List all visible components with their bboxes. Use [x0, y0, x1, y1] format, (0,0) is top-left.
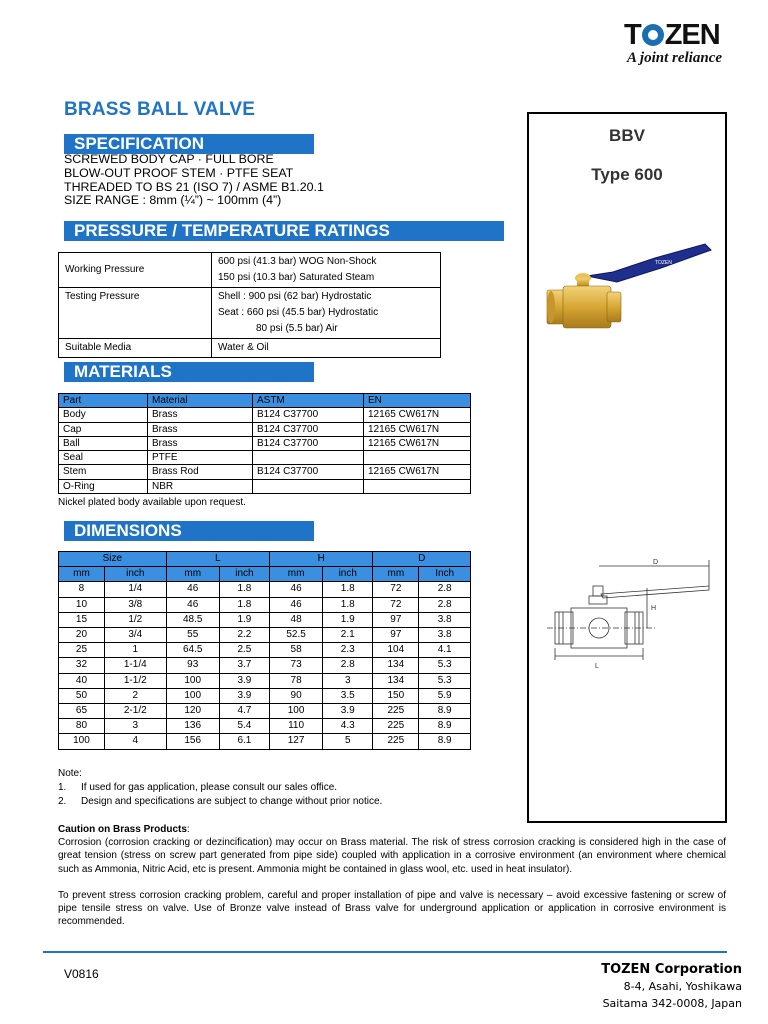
table-cell: 46	[270, 597, 323, 612]
caution-paragraph: To prevent stress corrosion cracking problem, careful and proper installation of pipe and valve is necessary – avoid excessive fastening or screw of pipe tensile stress on valve. Use of Bronze valve instead of Brass valve for underground application or application in corrosive environment is recommended.	[58, 889, 726, 928]
valve-photo	[535, 242, 723, 342]
spec-line: SCREWED BODY CAP · FULL BORE	[64, 152, 274, 166]
table-cell: 3.7	[219, 658, 269, 673]
table-cell: 5.4	[219, 719, 269, 734]
table-cell: 12165 CW617N	[364, 465, 471, 479]
table-cell: 134	[373, 658, 419, 673]
table-row	[59, 253, 441, 288]
table-cell: Brass Rod	[148, 465, 253, 479]
table-cell: Stem	[59, 465, 148, 479]
spec-line: SIZE RANGE : 8mm (¼”) ~ 100mm (4”)	[64, 193, 282, 208]
ratings-header: PRESSURE / TEMPERATURE RATINGS	[64, 221, 504, 241]
table-cell: 100	[270, 704, 323, 719]
table-row	[59, 288, 441, 339]
table-units-row	[59, 567, 471, 582]
media-label: Suitable Media	[59, 339, 212, 358]
table-cell: 12165 CW617N	[364, 436, 471, 450]
table-cell: 4.1	[419, 643, 471, 658]
table-cell: 2.1	[323, 628, 373, 643]
table-cell	[253, 451, 364, 465]
table-cell: 64.5	[166, 643, 219, 658]
table-cell: 25	[59, 643, 105, 658]
testing-pressure-label: Testing Pressure	[59, 288, 212, 339]
table-cell: 156	[166, 734, 219, 749]
unit-header: inch	[323, 567, 373, 582]
table-cell: B124 C37700	[253, 465, 364, 479]
table-cell: 1.9	[323, 612, 373, 627]
table-row	[59, 451, 471, 465]
table-cell: 93	[166, 658, 219, 673]
table-cell: Ball	[59, 436, 148, 450]
spec-line: THREADED TO BS 21 (ISO 7) / ASME B1.20.1	[64, 179, 324, 194]
table-cell: 100	[59, 734, 105, 749]
table-cell: 80	[59, 719, 105, 734]
table-cell: NBR	[148, 479, 253, 493]
table-cell: 2	[104, 688, 166, 703]
table-cell: B124 C37700	[253, 436, 364, 450]
table-cell: 58	[270, 643, 323, 658]
table-cell: Cap	[59, 422, 148, 436]
table-row	[59, 597, 471, 612]
table-cell: 2.3	[323, 643, 373, 658]
table-cell: 78	[270, 673, 323, 688]
table-cell: 5.3	[419, 658, 471, 673]
table-cell: 8.9	[419, 704, 471, 719]
table-cell: 1.8	[323, 597, 373, 612]
table-cell: 1.8	[219, 597, 269, 612]
table-cell: 2.8	[419, 597, 471, 612]
table-cell: 1-1/4	[104, 658, 166, 673]
caution-paragraph: Corrosion (corrosion cracking or dezincification) may occur on Brass material. The risk of stress corrosion cracking is considered high in the case of great tension (stress on screw part generated from pipe side) coupled with application in a corrosive environment (an environment where chemical such as Ammonia, Nitric Acid, etc is present. Ammonia might be contained in glass wool, etc. used in heat insulator).	[58, 837, 726, 875]
table-cell: 5	[323, 734, 373, 749]
product-code: BBV	[609, 126, 645, 145]
column-group-header: L	[166, 552, 269, 567]
column-header: ASTM	[253, 394, 364, 408]
table-cell: 134	[373, 673, 419, 688]
table-row	[59, 339, 441, 358]
table-cell: 1.8	[219, 582, 269, 597]
table-cell: 225	[373, 719, 419, 734]
notes	[58, 767, 382, 809]
table-cell: 46	[166, 582, 219, 597]
table-row	[59, 436, 471, 450]
table-cell: 12165 CW617N	[364, 422, 471, 436]
table-header-row	[59, 394, 471, 408]
table-cell: 65	[59, 704, 105, 719]
table-cell: 73	[270, 658, 323, 673]
unit-header: mm	[59, 567, 105, 582]
table-row	[59, 408, 471, 422]
table-row	[59, 628, 471, 643]
column-header: EN	[364, 394, 471, 408]
working-pressure-label: Working Pressure	[59, 253, 212, 288]
caution-section: Caution on Brass Products: Corrosion (corrosion cracking or dezincification) may occur on Brass material. The risk of stress corrosion cracking is considered high in the case of great tension (stress on screw part generated from pipe side) coupled with application in a corrosive environment (an environment where chemical such as Ammonia, Nitric Acid, etc is present. Ammonia might be contained in glass wool, etc. used in heat insulator). To prevent stress corrosion cracking problem, careful and proper installation of pipe and valve is necessary – avoid excessive fastening or screw of pipe tensile stress on valve. Use of Bronze valve instead of Brass valve for underground application or application in corrosive environment is recommended.	[58, 824, 726, 928]
note-text: If used for gas application, please consult our sales office.	[81, 782, 338, 793]
note-number: 2.	[58, 796, 67, 807]
table-cell: 20	[59, 628, 105, 643]
table-row	[59, 719, 471, 734]
table-row	[59, 643, 471, 658]
testing-pressure-value	[212, 288, 441, 339]
dimensions-header: DIMENSIONS	[64, 521, 314, 541]
column-group-header: D	[373, 552, 471, 567]
table-cell: 225	[373, 734, 419, 749]
table-cell: 97	[373, 628, 419, 643]
ratings-table	[58, 252, 441, 358]
handle-label: TOZEN	[655, 260, 672, 266]
table-cell: 3	[104, 719, 166, 734]
table-cell: 1/4	[104, 582, 166, 597]
table-cell: 127	[270, 734, 323, 749]
table-cell: 1-1/2	[104, 673, 166, 688]
table-row	[59, 658, 471, 673]
table-cell: 52.5	[270, 628, 323, 643]
unit-header: inch	[104, 567, 166, 582]
table-row	[59, 422, 471, 436]
dimensions-table	[58, 551, 471, 750]
table-cell: 3/4	[104, 628, 166, 643]
table-cell: PTFE	[148, 451, 253, 465]
unit-header: mm	[166, 567, 219, 582]
table-row	[59, 612, 471, 627]
table-cell: 4.3	[323, 719, 373, 734]
company-name: TOZEN Corporation	[601, 962, 742, 977]
document-title: BRASS BALL VALVE	[64, 99, 256, 120]
table-cell: 40	[59, 673, 105, 688]
table-header-row	[59, 552, 471, 567]
unit-header: Inch	[419, 567, 471, 582]
table-row	[59, 688, 471, 703]
footer-divider	[43, 951, 727, 953]
table-cell: 3.8	[419, 628, 471, 643]
materials-header: MATERIALS	[64, 362, 314, 382]
logo-wordmark: T ZEN	[624, 19, 720, 51]
table-cell: 150	[373, 688, 419, 703]
column-header: Material	[148, 394, 253, 408]
specification-header: SPECIFICATION	[64, 134, 314, 154]
table-cell: 72	[373, 597, 419, 612]
table-row	[59, 582, 471, 597]
specification-list	[64, 153, 324, 208]
table-cell: 48.5	[166, 612, 219, 627]
address-line: Saitama 342-0008, Japan	[602, 997, 742, 1010]
materials-note: Nickel plated body available upon request.	[58, 497, 246, 508]
dim-label-h: H	[651, 605, 657, 612]
table-cell: 97	[373, 612, 419, 627]
table-cell: Brass	[148, 436, 253, 450]
table-cell: 100	[166, 673, 219, 688]
table-cell: 5.3	[419, 673, 471, 688]
table-cell: 46	[270, 582, 323, 597]
note-text: Design and specifications are subject to change without prior notice.	[81, 796, 383, 807]
company-info	[601, 961, 742, 1012]
testing-line: Seat : 660 psi (45.5 bar) Hydrostatic	[218, 307, 379, 318]
table-cell: 15	[59, 612, 105, 627]
table-cell: 100	[166, 688, 219, 703]
table-cell: 120	[166, 704, 219, 719]
table-cell: 6.1	[219, 734, 269, 749]
unit-header: mm	[270, 567, 323, 582]
table-cell: 8.9	[419, 719, 471, 734]
table-cell: 136	[166, 719, 219, 734]
table-cell: Brass	[148, 408, 253, 422]
table-cell: 225	[373, 704, 419, 719]
media-value: Water & Oil	[212, 339, 441, 358]
table-cell: 2.5	[219, 643, 269, 658]
table-cell: 46	[166, 597, 219, 612]
table-cell	[253, 479, 364, 493]
column-group-header: H	[270, 552, 373, 567]
dimension-drawing	[545, 552, 715, 682]
version-code: V0816	[64, 967, 99, 981]
product-type: Type 600	[591, 165, 663, 184]
table-cell: 4.7	[219, 704, 269, 719]
table-cell: 2.8	[419, 582, 471, 597]
materials-table	[58, 393, 471, 494]
table-row	[59, 734, 471, 749]
table-cell: 3.9	[219, 673, 269, 688]
table-cell: 2.2	[219, 628, 269, 643]
table-row	[59, 465, 471, 479]
table-cell: B124 C37700	[253, 408, 364, 422]
table-cell: 55	[166, 628, 219, 643]
dim-label-d: D	[653, 559, 659, 566]
table-cell: 72	[373, 582, 419, 597]
testing-line: 80 psi (5.5 bar) Air	[256, 323, 338, 334]
table-cell: 1/2	[104, 612, 166, 627]
table-cell: 3.8	[419, 612, 471, 627]
table-cell	[364, 479, 471, 493]
note-item	[58, 781, 382, 795]
table-cell: 1.8	[323, 582, 373, 597]
table-cell: 8	[59, 582, 105, 597]
table-cell: 4	[104, 734, 166, 749]
table-cell: 32	[59, 658, 105, 673]
testing-line: Shell : 900 psi (62 bar) Hydrostatic	[218, 291, 372, 302]
table-cell: 3.9	[323, 704, 373, 719]
table-cell: 48	[270, 612, 323, 627]
table-cell: Body	[59, 408, 148, 422]
table-cell: O-Ring	[59, 479, 148, 493]
table-cell: Seal	[59, 451, 148, 465]
tozen-logo	[624, 20, 744, 70]
table-cell	[364, 451, 471, 465]
product-box	[527, 112, 727, 823]
table-cell: 5.9	[419, 688, 471, 703]
table-cell: 110	[270, 719, 323, 734]
table-cell: 10	[59, 597, 105, 612]
table-cell: 1	[104, 643, 166, 658]
column-group-header: Size	[59, 552, 167, 567]
table-cell: 12165 CW617N	[364, 408, 471, 422]
spec-line: BLOW-OUT PROOF STEM · PTFE SEAT	[64, 165, 294, 180]
working-pressure-value	[212, 253, 441, 288]
table-cell: Brass	[148, 422, 253, 436]
notes-heading: Note:	[58, 768, 82, 779]
table-row	[59, 704, 471, 719]
table-cell: 90	[270, 688, 323, 703]
table-cell: 8.9	[419, 734, 471, 749]
table-cell: 3.5	[323, 688, 373, 703]
logo-o-mark	[642, 24, 664, 46]
table-cell: 1.9	[219, 612, 269, 627]
note-item	[58, 795, 382, 809]
table-row	[59, 673, 471, 688]
table-row	[59, 479, 471, 493]
table-cell: 3.9	[219, 688, 269, 703]
table-cell: B124 C37700	[253, 422, 364, 436]
table-cell: 3	[323, 673, 373, 688]
logo-tagline: A joint reliance	[627, 50, 723, 66]
table-cell: 2.8	[323, 658, 373, 673]
table-cell: 104	[373, 643, 419, 658]
note-number: 1.	[58, 782, 67, 793]
dim-label-l: L	[595, 663, 599, 670]
table-cell: 3/8	[104, 597, 166, 612]
column-header: Part	[59, 394, 148, 408]
unit-header: inch	[219, 567, 269, 582]
table-cell: 2-1/2	[104, 704, 166, 719]
caution-heading: Caution on Brass Products	[58, 824, 187, 835]
working-line: 600 psi (41.3 bar) WOG Non-Shock	[218, 256, 377, 267]
working-line: 150 psi (10.3 bar) Saturated Steam	[218, 272, 375, 283]
unit-header: mm	[373, 567, 419, 582]
address-line: 8-4, Asahi, Yoshikawa	[623, 980, 742, 993]
table-cell: 50	[59, 688, 105, 703]
